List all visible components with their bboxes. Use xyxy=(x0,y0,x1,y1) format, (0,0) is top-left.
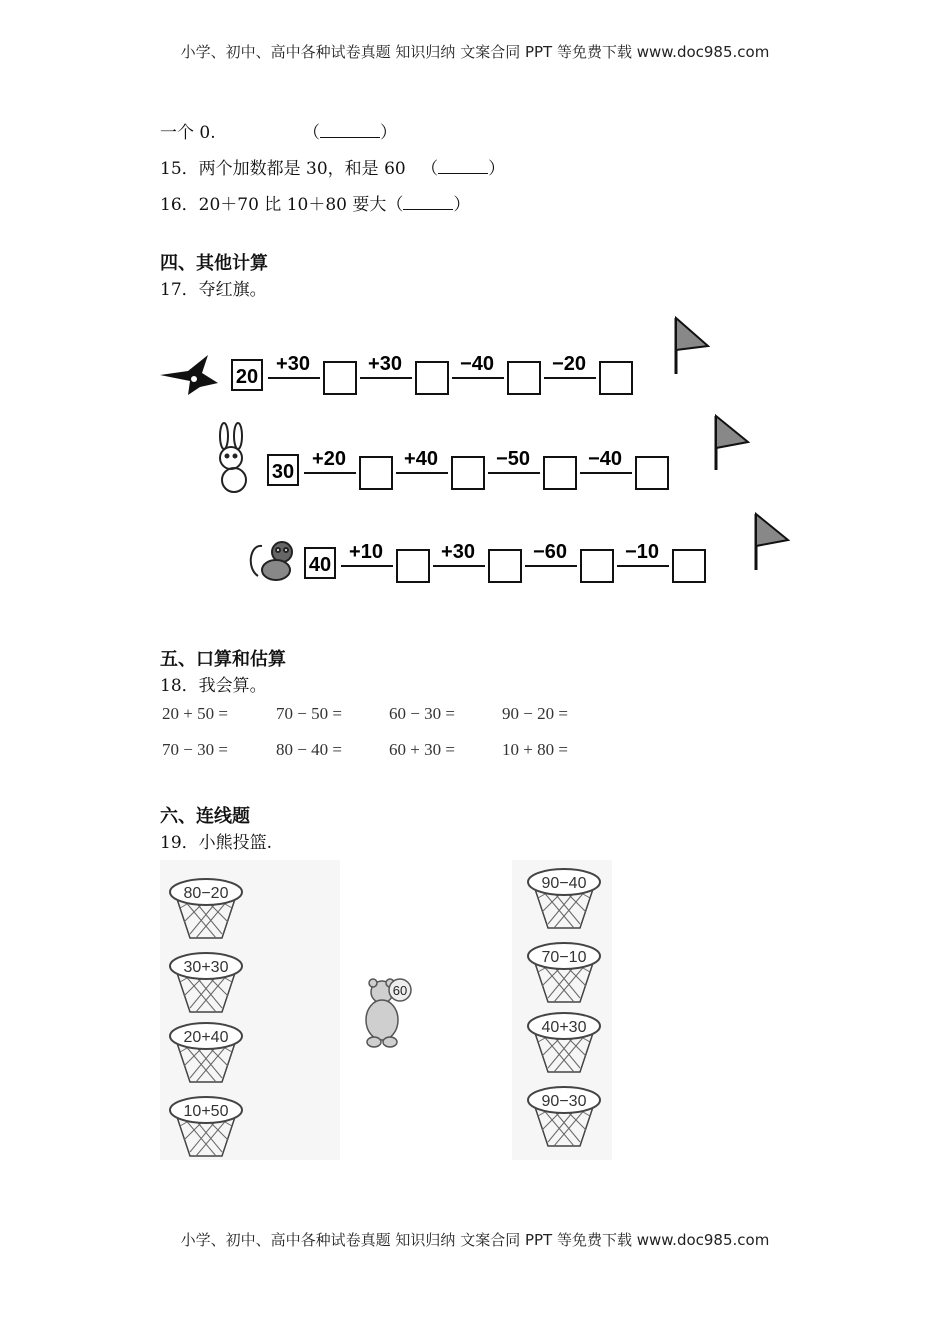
flag-icon-row2 xyxy=(716,416,748,470)
answer-box[interactable] xyxy=(600,362,632,394)
flag-chain-row xyxy=(268,448,668,489)
answer-blank-15[interactable] xyxy=(438,159,488,174)
start-number: 20 xyxy=(235,366,259,388)
paren-open: （ xyxy=(303,123,321,143)
question-17: 17．夺红旗。 xyxy=(160,280,267,300)
operation-label: +20 xyxy=(312,448,346,470)
paren-close: ） xyxy=(453,195,471,215)
answer-box[interactable] xyxy=(324,362,356,394)
paren-close: ） xyxy=(380,123,398,143)
ball-label: 60 xyxy=(392,983,408,998)
operation-label: −40 xyxy=(588,448,622,470)
flag-icon-row3 xyxy=(756,514,788,570)
calc-item: 80 − 40 = xyxy=(276,740,342,759)
operation-label: +30 xyxy=(441,541,475,563)
hoop-expression: 20+40 xyxy=(183,1029,229,1046)
calc-item: 20 + 50 = xyxy=(162,704,228,723)
answer-blank-14[interactable] xyxy=(320,123,380,138)
operation-label: +30 xyxy=(368,353,402,375)
page-footer: 小学、初中、高中各种试卷真题 知识归纳 文案合同 PPT 等免费下载 www.doc985.com xyxy=(180,1231,770,1249)
hoop-expression: 90−30 xyxy=(541,1093,587,1110)
answer-box[interactable] xyxy=(636,457,668,489)
rabbit-icon xyxy=(220,423,246,492)
answer-box[interactable] xyxy=(489,550,521,582)
flag-chain-row xyxy=(232,353,632,394)
q16-text: 16．20＋70 比 10＋80 要大 xyxy=(160,195,387,215)
operation-label: −50 xyxy=(496,448,530,470)
hoop-expression: 30+30 xyxy=(183,959,229,976)
calc-item: 70 − 30 = xyxy=(162,740,228,759)
question-14-tail xyxy=(160,118,397,143)
flag-icon-row1 xyxy=(676,318,708,374)
question-15 xyxy=(160,154,505,179)
start-number: 30 xyxy=(271,461,295,483)
paren-open: （ xyxy=(386,195,404,215)
operation-label: −10 xyxy=(625,541,659,563)
hoop-expression: 40+30 xyxy=(541,1019,587,1036)
answer-box[interactable] xyxy=(544,457,576,489)
question-19: 19．小熊投篮. xyxy=(160,833,273,853)
section-5-title: 五、口算和估算 xyxy=(160,649,286,670)
hoop-expression: 70−10 xyxy=(541,949,587,966)
swallow-icon xyxy=(160,355,218,395)
answer-box[interactable] xyxy=(508,362,540,394)
operation-label: −20 xyxy=(552,353,586,375)
answer-blank-16[interactable] xyxy=(403,195,453,210)
ball-icon xyxy=(389,979,411,1001)
flag-chain-figure xyxy=(0,310,950,610)
calc-item: 60 − 30 = xyxy=(389,704,455,723)
q15-text: 15．两个加数都是 30，和是 60 xyxy=(160,159,406,179)
operation-label: −60 xyxy=(533,541,567,563)
calc-item: 60 + 30 = xyxy=(389,740,455,759)
answer-box[interactable] xyxy=(452,457,484,489)
question-16 xyxy=(160,190,470,215)
hoop-expression: 80−20 xyxy=(183,885,229,902)
answer-box[interactable] xyxy=(673,550,705,582)
operation-label: +10 xyxy=(349,541,383,563)
start-number: 40 xyxy=(308,554,332,576)
answer-box[interactable] xyxy=(581,550,613,582)
calc-item: 10 + 80 = xyxy=(502,740,568,759)
section-6-title: 六、连线题 xyxy=(160,806,250,827)
flag-chain-row xyxy=(305,541,705,582)
paren-close: ） xyxy=(488,159,506,179)
answer-box[interactable] xyxy=(360,457,392,489)
hoop-expression: 10+50 xyxy=(183,1103,229,1120)
answer-box[interactable] xyxy=(397,550,429,582)
calc-item: 90 − 20 = xyxy=(502,704,568,723)
squirrel-icon xyxy=(251,542,292,580)
operation-label: +40 xyxy=(404,448,438,470)
hoop-expression: 90−40 xyxy=(541,875,587,892)
question-18: 18．我会算。 xyxy=(160,676,267,696)
answer-box[interactable] xyxy=(416,362,448,394)
section-4-title: 四、其他计算 xyxy=(160,253,268,274)
paren-open: （ xyxy=(421,159,439,179)
page-header: 小学、初中、高中各种试卷真题 知识归纳 文案合同 PPT 等免费下载 www.doc985.com xyxy=(180,43,770,61)
operation-label: −40 xyxy=(460,353,494,375)
calc-item: 70 − 50 = xyxy=(276,704,342,723)
basketball-figure xyxy=(0,860,950,1170)
q14-text: 一个 0. xyxy=(160,123,216,143)
operation-label: +30 xyxy=(276,353,310,375)
